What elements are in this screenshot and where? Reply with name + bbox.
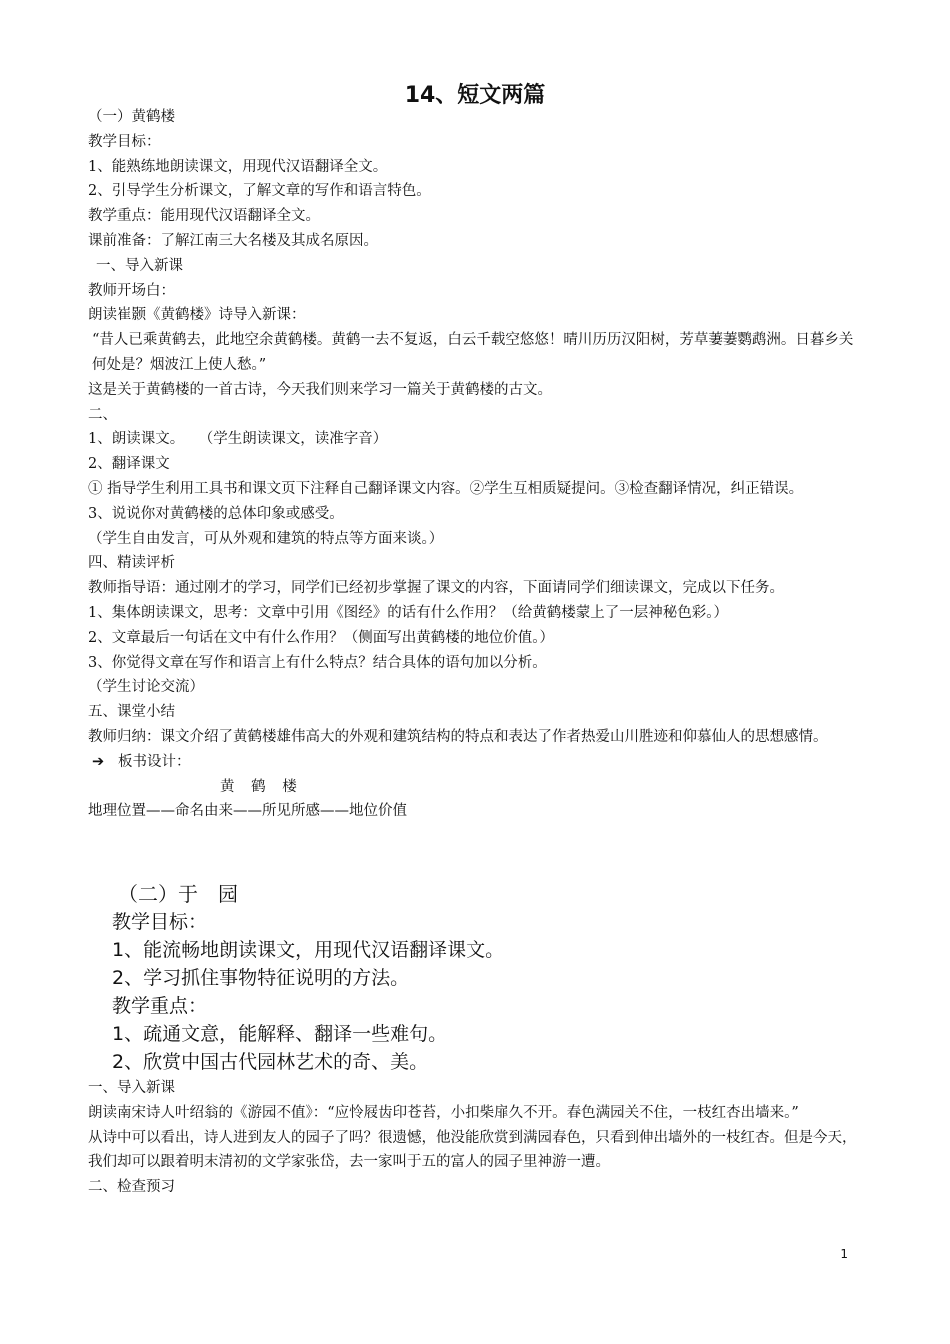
poem-intro: 朗读崔颢《黄鹤楼》诗导入新课： bbox=[88, 307, 306, 324]
opening-label: 教师开场白： bbox=[88, 282, 175, 299]
section-2-item-1: 1、朗读课文。 （学生朗读课文，读准字音） bbox=[88, 431, 388, 448]
section-4-guide: 教师指导语：通过刚才的学习，同学们已经初步掌握了课文的内容，下面请同学们细读课文，完成以下任务。 bbox=[88, 580, 784, 597]
board-title: 黄 鹤 楼 bbox=[220, 778, 303, 795]
part2-image-block bbox=[108, 880, 504, 1076]
part2-objective-2: 2、学习抓住事物特征说明的方法。 bbox=[112, 967, 410, 989]
lesson-intro: 这是关于黄鹤楼的一首古诗，今天我们则来学习一篇关于黄鹤楼的古文。 bbox=[88, 381, 552, 398]
section-2-item-3-note: （学生自由发言，可从外观和建筑的特点等方面来谈。） bbox=[88, 530, 444, 547]
section-4-item-2: 2、文章最后一句话在文中有什么作用？（侧面写出黄鹤楼的地位价值。） bbox=[88, 629, 554, 646]
section-4-item-1: 1、集体朗读课文，思考：文章中引用《图经》的话有什么作用？（给黄鹤楼蒙上了一层神秘色彩。） bbox=[88, 604, 728, 621]
section-1-title: 一、导入新课 bbox=[96, 257, 183, 274]
part1-heading: （一）黄鹤楼 bbox=[88, 109, 175, 125]
part2-poem-reading: 朗读南宋诗人叶绍翁的《游园不值》：“应怜屐齿印苍苔，小扣柴扉久不开。春色满园关不住，一枝红杏出墙来。” bbox=[88, 1104, 799, 1121]
translation-steps: ① 指导学生利用工具书和课文页下注释自己翻译课文内容。②学生互相质疑提问。③检查翻译情况，纠正错误。 bbox=[88, 480, 804, 497]
part2-heading: （二）于 园 bbox=[118, 882, 238, 906]
part2-section-2-title: 二、检查预习 bbox=[88, 1179, 175, 1196]
section-4-item-3: 3、你觉得文章在写作和语言上有什么特点？结合具体的语句加以分析。 bbox=[88, 654, 547, 671]
section-4-title: 四、精读评析 bbox=[88, 555, 175, 572]
part2-objectives-label: 教学目标： bbox=[112, 911, 208, 933]
section-5-title: 五、课堂小结 bbox=[88, 704, 175, 721]
part2-intro: 从诗中可以看出，诗人进到友人的园子了吗？很遗憾，他没能欣赏到满园春色，只看到伸出墙外的一枝红杏。但是今天，我们却可以跟着明末清初的文学家张岱，去一家叫于五的富人的园子里神游一遭。 bbox=[88, 1129, 857, 1171]
part2-key-point-1: 1、疏通文意，能解释、翻译一些难句。 bbox=[112, 1023, 448, 1045]
page-title: 14、短文两篇 bbox=[404, 83, 546, 108]
board-line: 地理位置——命名由来——所见所感——地位价值 bbox=[88, 803, 407, 820]
section-2-title: 二、 bbox=[88, 406, 117, 423]
objectives-label: 教学目标： bbox=[88, 133, 161, 150]
part2-section-1-title: 一、导入新课 bbox=[88, 1080, 175, 1096]
key-point: 教学重点：能用现代汉语翻译全文。 bbox=[88, 208, 320, 225]
page-number: 1 bbox=[840, 1247, 848, 1261]
objective-1: 1、能熟练地朗读课文，用现代汉语翻译全文。 bbox=[88, 158, 388, 175]
class-prep: 课前准备：了解江南三大名楼及其成名原因。 bbox=[88, 232, 378, 249]
part2-body bbox=[88, 1076, 863, 1200]
part2-key-label: 教学重点： bbox=[112, 995, 208, 1017]
objective-2: 2、引导学生分析课文，了解文章的写作和语言特色。 bbox=[88, 183, 431, 200]
section-4-note: （学生讨论交流） bbox=[88, 679, 204, 696]
section-2-item-2: 2、翻译课文 bbox=[88, 456, 170, 473]
board-label: 板书设计： bbox=[118, 753, 191, 770]
poem-text: “昔人已乘黄鹤去，此地空余黄鹤楼。黄鹤一去不复返，白云千载空悠悠！晴川历历汉阳树，芳草萋萋鹦鹉洲。日暮乡关何处是？烟波江上使人愁。” bbox=[92, 332, 854, 373]
part1-body bbox=[88, 105, 863, 824]
arrow-right-icon: ➔ bbox=[92, 753, 105, 770]
part2-key-point-2: 2、欣赏中国古代园林艺术的奇、美。 bbox=[112, 1051, 429, 1073]
part2-objective-1: 1、能流畅地朗读课文，用现代汉语翻译课文。 bbox=[112, 939, 505, 961]
section-2-item-3: 3、说说你对黄鹤楼的总体印象或感受。 bbox=[88, 505, 344, 522]
section-5-summary: 教师归纳：课文介绍了黄鹤楼雄伟高大的外观和建筑结构的特点和表达了作者热爱山川胜迹和仰慕仙人的思想感情。 bbox=[88, 728, 828, 745]
board-design bbox=[88, 750, 863, 775]
